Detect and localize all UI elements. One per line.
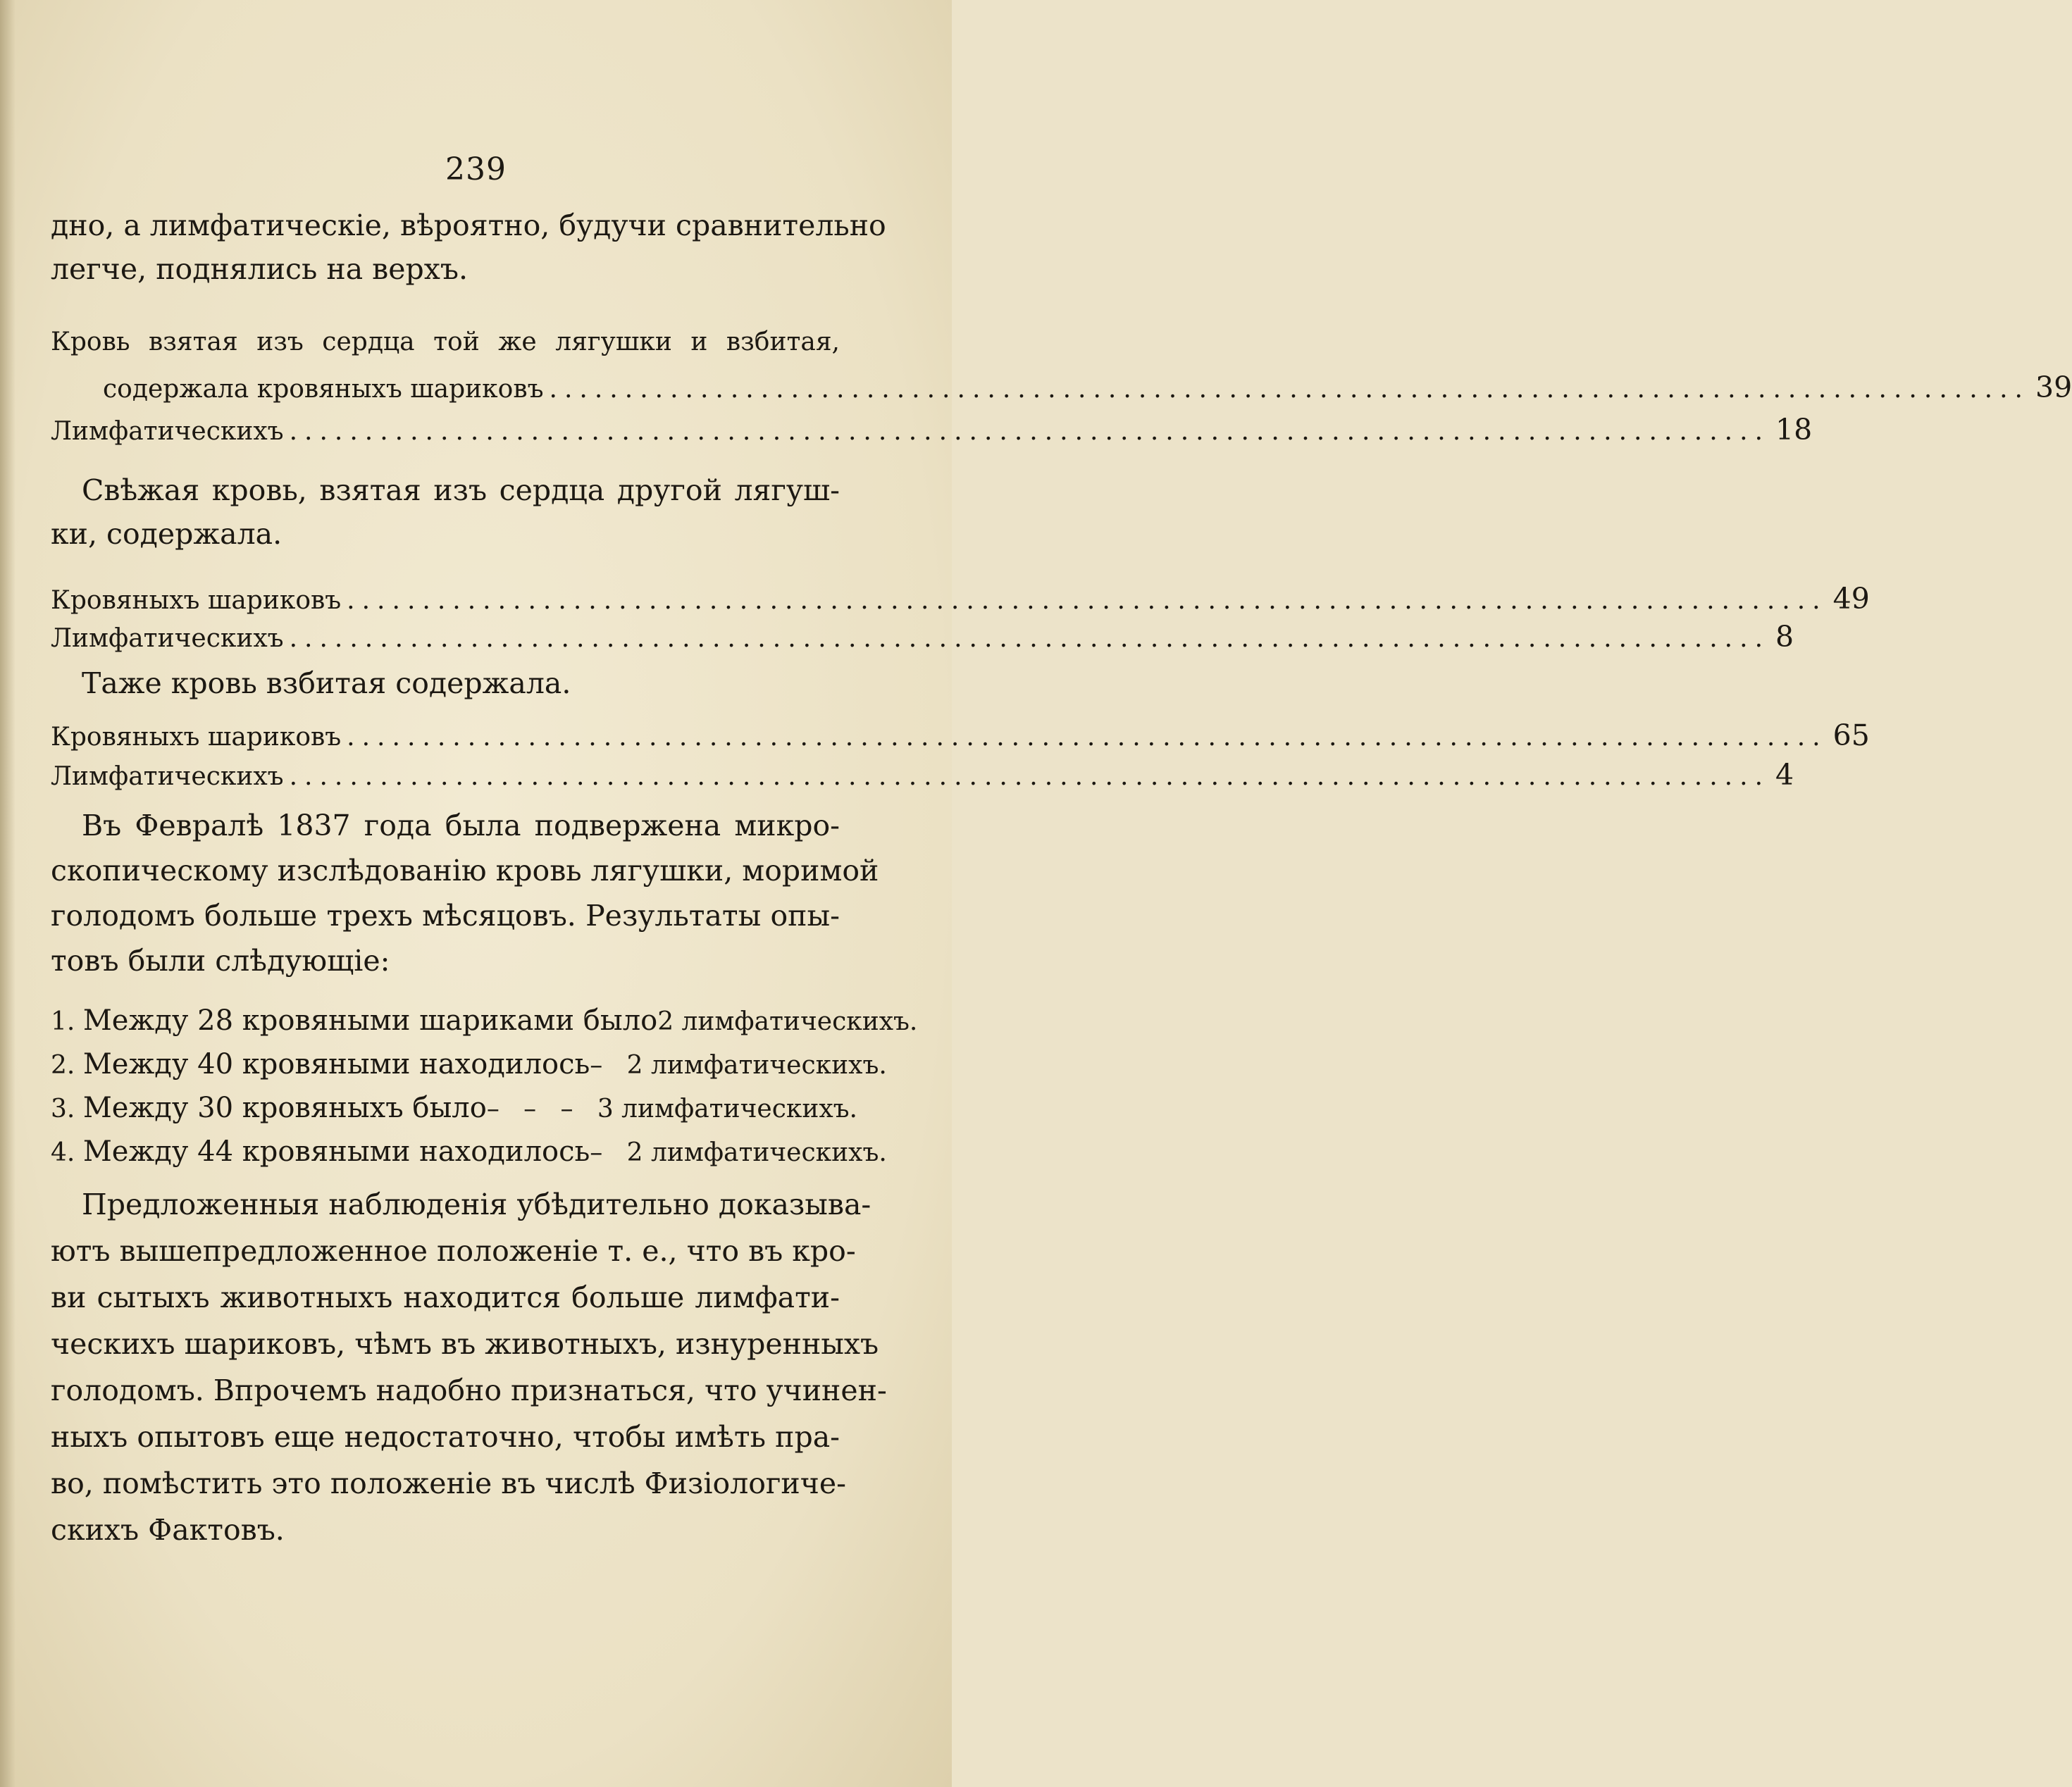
item-number: 3. [51, 1095, 75, 1123]
item-result: 2 лимфатическихъ. [626, 1051, 887, 1080]
dot-leader: .................................................................................................. [347, 586, 1828, 615]
item-dash: – – – [486, 1095, 573, 1123]
item-text: Между 44 кровяными находилось [82, 1135, 590, 1168]
text-line: легче, поднялись на верхъ. [51, 252, 468, 286]
text-line: Въ Февралѣ 1837 года была подвержена микро- [82, 809, 840, 842]
item-text: Между 40 кровяными находилось [82, 1048, 590, 1081]
text-line: ютъ вышепредложенное положенiе т. е., что въ кро- [51, 1234, 856, 1268]
text-line: товъ были слѣдующiе: [51, 944, 390, 978]
table-row [51, 758, 1794, 792]
item-text: Между 28 кровяными шариками было [82, 1004, 658, 1037]
page-edge-shadow [0, 0, 15, 1787]
item-result: 2 лимфатическихъ. [626, 1138, 887, 1167]
row-label: содержала кровяныхъ шариковъ [103, 375, 544, 404]
text-line: скопическому изслѣдованiю кровь лягушки, моримой [51, 854, 879, 888]
dot-leader: .................................................................................................. [289, 762, 1770, 791]
row-label: Лимфатическихъ [51, 624, 284, 653]
row-value: 4 [1775, 758, 1794, 792]
row-label: Лимфатическихъ [51, 762, 284, 791]
row-label: Лимфатическихъ [51, 417, 284, 446]
item-number: 4. [51, 1138, 75, 1167]
row-label: Кровяныхъ шариковъ [51, 586, 342, 615]
row-label: Кровяныхъ шариковъ [51, 723, 342, 752]
row-value: 49 [1832, 582, 1870, 616]
page-number: 239 [445, 151, 507, 187]
text-line: во, помѣстить это положенiе въ числѣ Физiологиче- [51, 1467, 846, 1500]
table-row [51, 582, 1870, 616]
text-line: ныхъ опытовъ еще недостаточно, чтобы имѣть пра- [51, 1420, 840, 1454]
list-item [51, 1092, 858, 1124]
list-item [51, 1048, 887, 1081]
text-line: скихъ Фактовъ. [51, 1513, 285, 1547]
item-text: Между 30 кровяныхъ было [82, 1092, 487, 1124]
dot-leader: .................................................................................................. [347, 723, 1828, 752]
text-line: голодомъ больше трехъ мѣсяцовъ. Результаты опы- [51, 899, 840, 933]
dot-leader: .................................................................................................. [549, 375, 2030, 404]
row-value: 39 [2035, 371, 2072, 404]
item-dash: – [590, 1138, 603, 1167]
text-line: Свѣжая кровь, взятая изъ сердца другой лягуш- [82, 473, 840, 507]
text-line: ви сытыхъ животныхъ находится больше лимфати- [51, 1281, 840, 1314]
table-row [51, 620, 1794, 654]
item-number: 2. [51, 1051, 75, 1080]
text-line: Предложенныя наблюденiя убѣдительно доказыва- [82, 1188, 871, 1221]
row-value: 18 [1775, 413, 1813, 447]
list-item [51, 1135, 887, 1168]
item-dash: – [590, 1051, 603, 1080]
table-row [51, 718, 1870, 752]
dot-leader: .................................................................................................. [289, 624, 1770, 653]
text-line: Таже кровь взбитая содержала. [82, 666, 571, 700]
list-item [51, 1004, 918, 1037]
table-row [51, 413, 1813, 447]
text-line: голодомъ. Впрочемъ надобно признаться, что учинен- [51, 1374, 887, 1407]
item-result: 3 лимфатическихъ. [597, 1095, 858, 1123]
item-number: 1. [51, 1007, 75, 1036]
text-line: ки, содержала. [51, 517, 283, 551]
table-row [103, 371, 2072, 404]
row-value: 65 [1832, 718, 1870, 752]
dot-leader: .................................................................................................. [289, 417, 1770, 446]
table-caption: Кровь взятая изъ сердца той же лягушки и взбитая, [51, 328, 840, 356]
item-result: 2 лимфатическихъ. [657, 1007, 918, 1036]
text-line: ческихъ шариковъ, чѣмъ въ животныхъ, изнуренныхъ [51, 1327, 879, 1361]
text-line: дно, а лимфатическiе, вѣроятно, будучи сравнительно [51, 208, 886, 242]
row-value: 8 [1775, 620, 1794, 654]
